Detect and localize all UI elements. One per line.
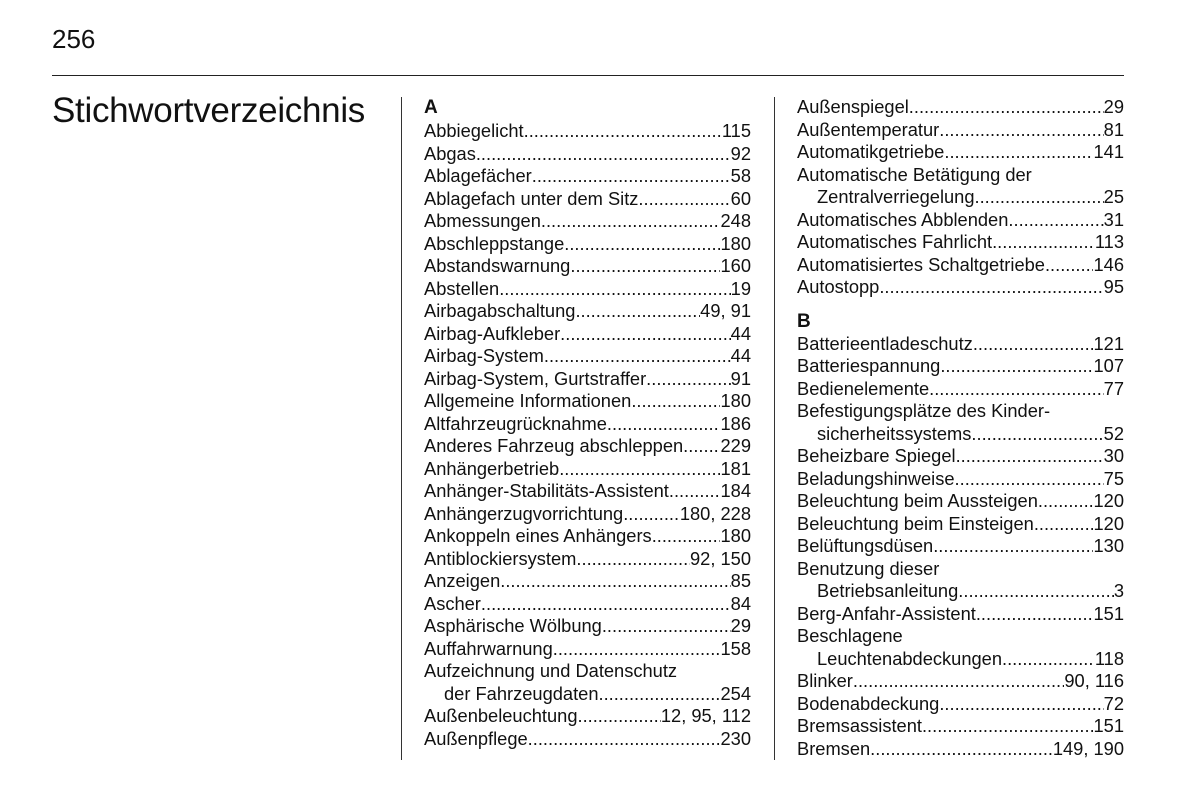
dot-leader <box>1038 490 1094 513</box>
entry-term: Abstellen <box>424 277 500 299</box>
entry-page-reference: 77 <box>1103 377 1124 399</box>
entry-term: Airbag-System, Gurtstraffer <box>424 367 647 389</box>
entry-term: Zentralverriegelung <box>817 186 975 207</box>
entry-page-reference: 60 <box>730 187 751 209</box>
dot-leader <box>971 423 1103 446</box>
entry-term: Bedienelemente <box>797 377 930 399</box>
entry-term: Benutzung dieser <box>797 557 940 579</box>
index-entry <box>424 300 751 323</box>
index-entry <box>797 715 1124 738</box>
entry-term: Ascher <box>424 592 481 614</box>
entry-term: Beladungshinweise <box>797 467 955 489</box>
entry-term: Asphärische Wölbung <box>424 615 602 636</box>
dot-leader <box>541 210 721 233</box>
entry-page-reference: 130 <box>1093 535 1124 556</box>
index-entry <box>797 490 1124 513</box>
entry-term: Ankoppeln eines Anhängers <box>424 525 652 546</box>
entry-term: Abstandswarnung <box>424 255 571 276</box>
header-rule <box>52 75 1124 76</box>
entry-term: Außenspiegel <box>797 96 909 117</box>
entry-term: Aufzeichnung und Datenschutz <box>424 660 678 681</box>
index-entry <box>797 603 1124 626</box>
dot-leader <box>638 188 730 211</box>
entry-term: Beleuchtung beim Einsteigen <box>797 512 1034 534</box>
index-entry <box>424 390 751 413</box>
entry-page-reference: 52 <box>1103 422 1124 444</box>
index-entry <box>797 513 1124 536</box>
index-entry <box>424 210 751 233</box>
entry-page-reference: 49, 91 <box>700 300 751 321</box>
index-letter-heading: B <box>797 310 811 332</box>
entry-page-reference: 151 <box>1093 602 1124 624</box>
entry-term: Außenpflege <box>424 727 528 749</box>
index-entry <box>424 323 751 346</box>
dot-leader <box>576 548 690 571</box>
column-divider <box>401 97 402 760</box>
dot-leader <box>524 120 722 143</box>
dot-leader <box>652 525 721 548</box>
index-entry <box>424 570 751 593</box>
index-column-2 <box>797 96 1124 760</box>
page-number: 256 <box>52 24 96 54</box>
index-entry <box>424 413 751 436</box>
index-entry <box>424 638 751 661</box>
dot-leader <box>870 738 1053 761</box>
entry-term: Antiblockiersystem <box>424 547 577 569</box>
dot-leader <box>476 143 731 166</box>
entry-term: Abmessungen <box>424 210 541 231</box>
dot-leader <box>940 355 1093 378</box>
index-entry <box>424 458 751 481</box>
index-entry <box>424 368 751 391</box>
dot-leader <box>992 231 1095 254</box>
entry-term: Leuchtenabdeckungen <box>817 647 1003 669</box>
entry-term: Beleuchtung beim Aussteigen <box>797 490 1038 511</box>
index-entry-heading <box>797 625 1124 648</box>
entry-page-reference: 29 <box>1103 96 1124 117</box>
entry-page-reference: 186 <box>720 412 751 434</box>
dot-leader <box>1002 648 1095 671</box>
entry-page-reference: 92 <box>730 142 751 164</box>
index-entry <box>797 254 1124 277</box>
entry-page-reference: 85 <box>730 570 751 591</box>
dot-leader <box>570 255 720 278</box>
dot-leader <box>853 670 1064 693</box>
dot-leader <box>532 165 731 188</box>
index-letter-heading: A <box>424 97 438 118</box>
index-entry <box>424 728 751 751</box>
entry-page-reference: 120 <box>1093 512 1124 534</box>
dot-leader <box>683 435 720 458</box>
dot-leader <box>939 119 1103 142</box>
index-entry <box>424 233 751 256</box>
index-entry <box>424 188 751 211</box>
entry-term: Ablagefach unter dem Sitz <box>424 187 639 209</box>
entry-page-reference: 31 <box>1103 208 1124 230</box>
entry-term: Blinker <box>797 670 853 691</box>
entry-page-reference: 30 <box>1103 445 1124 466</box>
entry-page-reference: 95 <box>1103 276 1124 297</box>
dot-leader <box>975 186 1104 209</box>
entry-page-reference: 248 <box>720 210 751 231</box>
entry-page-reference: 121 <box>1093 332 1124 354</box>
entry-page-reference: 12, 95, 112 <box>660 705 751 726</box>
entry-page-reference: 58 <box>730 165 751 186</box>
index-entry <box>424 278 751 301</box>
entry-page-reference: 44 <box>730 345 751 366</box>
entry-page-reference: 180 <box>720 525 751 546</box>
entry-page-reference: 180 <box>720 390 751 411</box>
index-entry <box>797 468 1124 491</box>
index-entry <box>424 683 751 706</box>
entry-term: Automatisches Abblenden <box>797 208 1009 230</box>
entry-page-reference: 160 <box>720 255 751 276</box>
index-entry <box>424 480 751 503</box>
dot-leader <box>602 615 731 638</box>
index-entry <box>797 209 1124 232</box>
entry-term: Automatische Betätigung der <box>797 163 1032 185</box>
entry-term: Autostopp <box>797 276 880 297</box>
entry-term: Bodenabdeckung <box>797 692 940 714</box>
index-entry <box>424 615 751 638</box>
index-entry-heading <box>797 164 1124 187</box>
entry-page-reference: 44 <box>730 322 751 344</box>
entry-page-reference: 29 <box>730 615 751 636</box>
dot-leader <box>909 96 1104 119</box>
index-entry <box>424 593 751 616</box>
entry-term: Airbag-Aufkleber <box>424 322 561 344</box>
entry-term: Befestigungsplätze des Kinder- <box>797 400 1051 421</box>
dot-leader <box>646 368 731 391</box>
entry-page-reference: 84 <box>730 592 751 614</box>
index-entry <box>797 445 1124 468</box>
dot-leader <box>879 276 1103 299</box>
dot-leader <box>500 570 730 593</box>
index-entry <box>797 580 1124 603</box>
entry-page-reference: 25 <box>1103 186 1124 207</box>
entry-page-reference: 19 <box>730 277 751 299</box>
entry-page-reference: 107 <box>1093 355 1124 376</box>
dot-leader <box>933 535 1093 558</box>
entry-page-reference: 180 <box>720 232 751 254</box>
dot-leader <box>1045 254 1094 277</box>
index-entry <box>424 255 751 278</box>
entry-page-reference: 92, 150 <box>690 547 751 569</box>
dot-leader <box>944 141 1093 164</box>
entry-term: Betriebsanleitung <box>817 580 959 601</box>
entry-page-reference: 254 <box>720 682 751 704</box>
entry-page-reference: 113 <box>1094 231 1124 252</box>
entry-term: Beschlagene <box>797 625 903 646</box>
entry-page-reference: 81 <box>1103 118 1124 140</box>
entry-page-reference: 3 <box>1113 580 1124 601</box>
entry-term: Anderes Fahrzeug abschleppen <box>424 435 684 456</box>
entry-term: Batteriespannung <box>797 355 941 376</box>
index-entry <box>797 693 1124 716</box>
entry-term: Bremsen <box>797 737 871 759</box>
entry-term: Anzeigen <box>424 570 501 591</box>
entry-term: Außenbeleuchtung <box>424 705 578 726</box>
index-entry <box>797 648 1124 671</box>
dot-leader <box>577 705 660 728</box>
entry-term: Batterieentladeschutz <box>797 332 973 354</box>
column-divider <box>774 97 775 760</box>
index-entry <box>797 186 1124 209</box>
entry-term: Allgemeine Informationen <box>424 390 632 411</box>
entry-page-reference: 72 <box>1103 692 1124 714</box>
dot-leader <box>623 503 680 526</box>
index-entry <box>424 525 751 548</box>
entry-page-reference: 115 <box>721 120 751 141</box>
entry-page-reference: 91 <box>730 367 751 389</box>
entry-term: Abbiegelicht <box>424 120 524 141</box>
index-entry <box>797 355 1124 378</box>
dot-leader <box>544 345 731 368</box>
entry-term: Auffahrwarnung <box>424 637 553 659</box>
index-entry <box>797 670 1124 693</box>
entry-page-reference: 146 <box>1093 253 1124 275</box>
index-entry-heading <box>424 660 751 683</box>
entry-term: der Fahrzeugdaten <box>444 682 599 704</box>
entry-term: Airbagabschaltung <box>424 300 576 321</box>
dot-leader <box>499 278 730 301</box>
index-entry <box>797 96 1124 119</box>
entry-term: Automatikgetriebe <box>797 141 945 162</box>
entry-term: Anhängerzugvorrichtung <box>424 502 624 524</box>
dot-leader <box>955 468 1104 491</box>
dot-leader <box>956 445 1104 468</box>
entry-term: Abschleppstange <box>424 232 565 254</box>
dot-leader <box>481 593 731 616</box>
index-entry-heading <box>797 400 1124 423</box>
dot-leader <box>922 715 1094 738</box>
entry-page-reference: 229 <box>720 435 751 456</box>
dot-leader <box>958 580 1114 603</box>
index-entry <box>797 423 1124 446</box>
dot-leader <box>575 300 700 323</box>
dot-leader <box>631 390 720 413</box>
entry-page-reference: 149, 190 <box>1052 737 1124 759</box>
dot-leader <box>553 638 721 661</box>
entry-term: Beheizbare Spiegel <box>797 445 956 466</box>
index-entry <box>424 143 751 166</box>
entry-page-reference: 141 <box>1093 141 1124 162</box>
entry-term: Automatisiertes Schaltgetriebe <box>797 253 1045 275</box>
index-entry <box>797 333 1124 356</box>
entry-term: Berg-Anfahr-Assistent <box>797 602 976 624</box>
entry-term: Altfahrzeugrücknahme <box>424 412 607 434</box>
index-entry <box>797 276 1124 299</box>
entry-term: Außentemperatur <box>797 118 940 140</box>
entry-term: Anhängerbetrieb <box>424 457 560 479</box>
dot-leader <box>559 458 720 481</box>
entry-term: sicherheitssystems <box>817 422 972 444</box>
index-entry <box>424 548 751 571</box>
dot-leader <box>1008 209 1103 232</box>
dot-leader <box>669 480 721 503</box>
dot-leader <box>598 683 720 706</box>
dot-leader <box>929 378 1104 401</box>
entry-term: Airbag-System <box>424 345 544 366</box>
entry-term: Belüftungsdüsen <box>797 535 934 556</box>
entry-page-reference: 90, 116 <box>1064 670 1124 691</box>
index-entry <box>424 165 751 188</box>
entry-page-reference: 230 <box>720 727 751 749</box>
entry-page-reference: 184 <box>720 480 751 501</box>
index-entry <box>797 119 1124 142</box>
entry-page-reference: 75 <box>1103 467 1124 489</box>
entry-term: Ablagefächer <box>424 165 532 186</box>
entry-term: Bremsassistent <box>797 715 922 736</box>
entry-page-reference: 181 <box>720 457 751 479</box>
index-entry <box>424 120 751 143</box>
index-entry <box>424 435 751 458</box>
index-entry <box>424 345 751 368</box>
dot-leader <box>528 728 721 751</box>
dot-leader <box>973 333 1094 356</box>
index-entry <box>424 705 751 728</box>
dot-leader <box>564 233 720 256</box>
index-entry <box>797 378 1124 401</box>
index-entry <box>797 141 1124 164</box>
index-entry <box>424 503 751 526</box>
dot-leader <box>939 693 1103 716</box>
entry-term: Anhänger-Stabilitäts-Assistent <box>424 480 669 501</box>
index-entry-heading <box>797 558 1124 581</box>
index-entry <box>797 535 1124 558</box>
entry-term: Abgas <box>424 142 476 164</box>
dot-leader <box>1034 513 1094 536</box>
entry-page-reference: 180, 228 <box>679 502 751 524</box>
page-title: Stichwortverzeichnis <box>52 91 365 130</box>
entry-page-reference: 151 <box>1093 715 1124 736</box>
index-column-1 <box>424 96 751 750</box>
entry-page-reference: 118 <box>1094 647 1124 669</box>
index-entry <box>797 231 1124 254</box>
entry-term: Automatisches Fahrlicht <box>797 231 993 252</box>
entry-page-reference: 158 <box>720 637 751 659</box>
dot-leader <box>607 413 721 436</box>
dot-leader <box>560 323 730 346</box>
index-entry <box>797 738 1124 761</box>
dot-leader <box>976 603 1094 626</box>
entry-page-reference: 120 <box>1093 490 1124 511</box>
